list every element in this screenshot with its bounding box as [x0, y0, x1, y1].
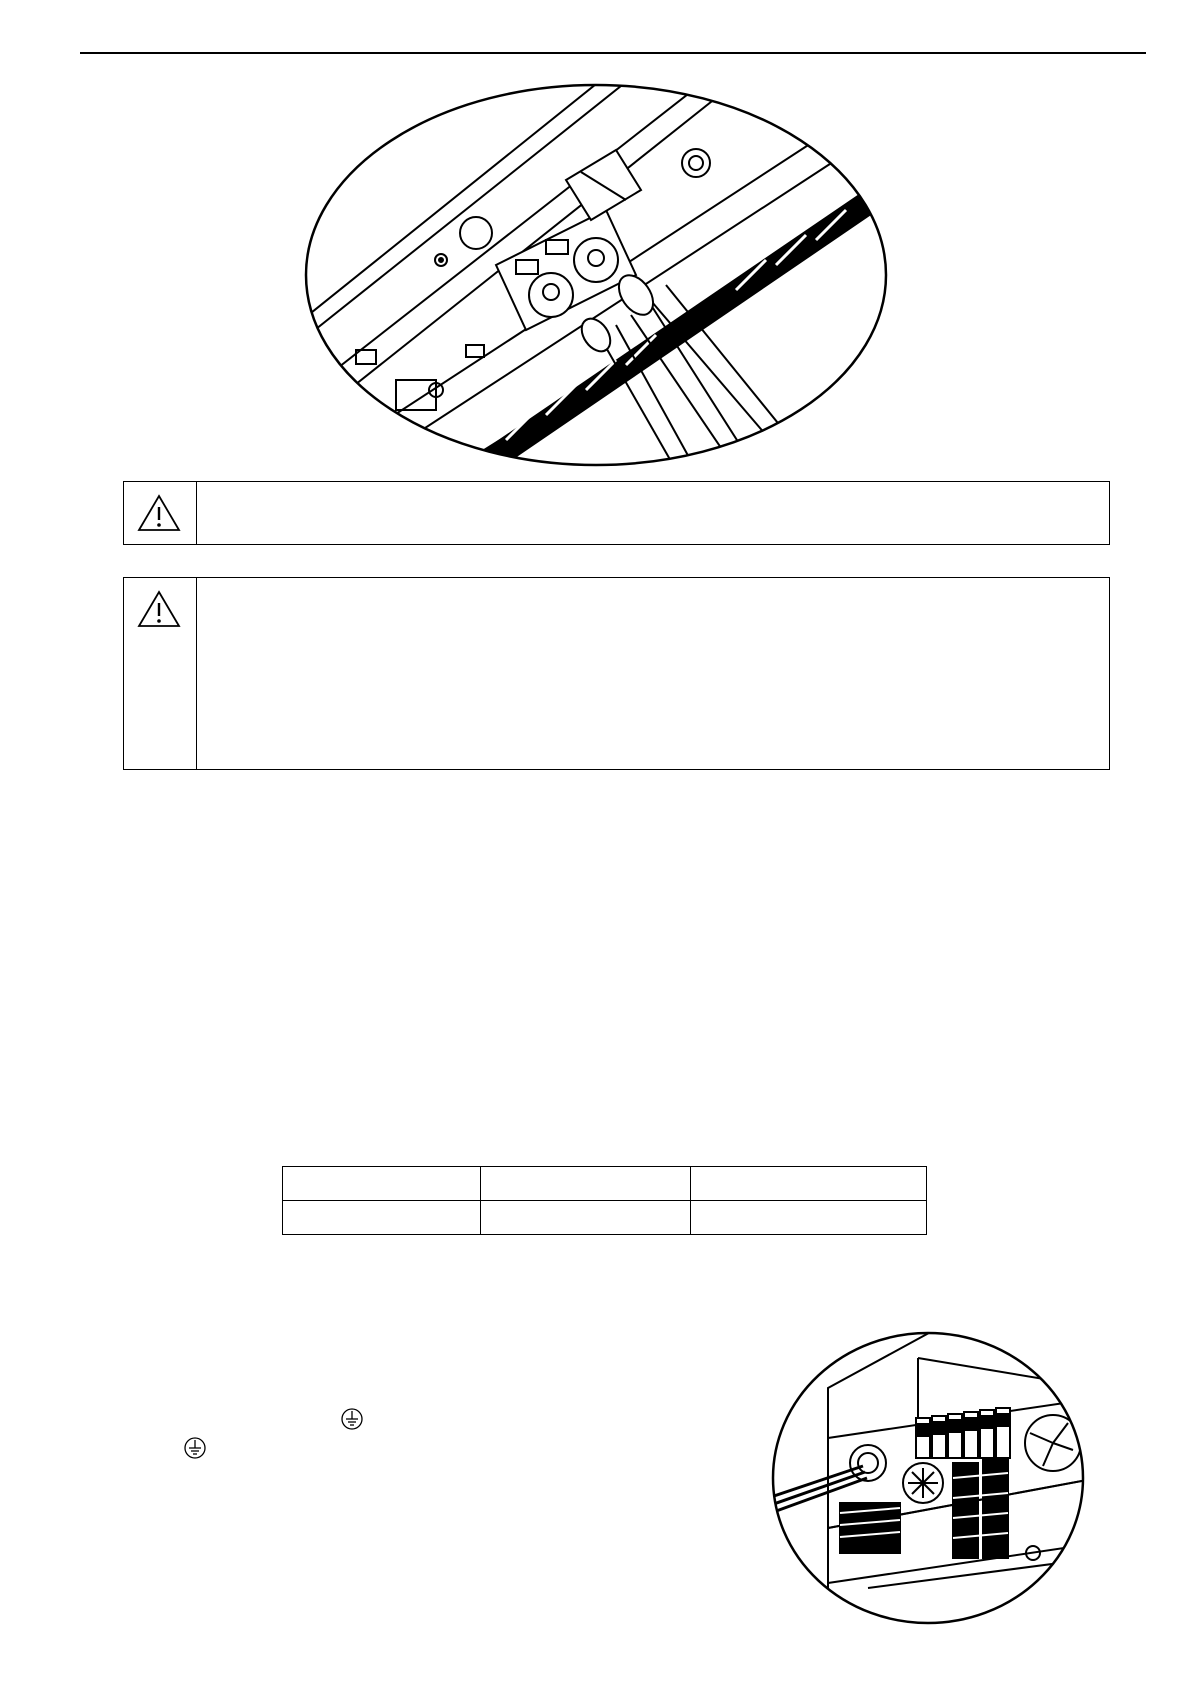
battery-terminal-illustration: [296, 80, 896, 470]
warning-triangle-icon: [137, 494, 181, 532]
ac-terminal-illustration: [768, 1328, 1088, 1628]
table-cell: [283, 1201, 481, 1235]
table-cell: [481, 1167, 691, 1201]
header-rule: [80, 52, 1146, 54]
table-row: [283, 1201, 927, 1235]
protective-earth-icon: [341, 1408, 363, 1430]
table-row: [283, 1167, 927, 1201]
caution-icon-cell: [124, 482, 197, 544]
caution-note-2: [123, 577, 1110, 770]
table-cell: [481, 1201, 691, 1235]
table-cell: [691, 1201, 927, 1235]
table-cell: [691, 1167, 927, 1201]
protective-earth-icon: [184, 1437, 206, 1459]
warning-triangle-icon: [137, 590, 181, 628]
caution-icon-cell: [124, 578, 197, 769]
wire-size-table: [282, 1166, 927, 1235]
caution-note-1: [123, 481, 1110, 545]
table-cell: [283, 1167, 481, 1201]
